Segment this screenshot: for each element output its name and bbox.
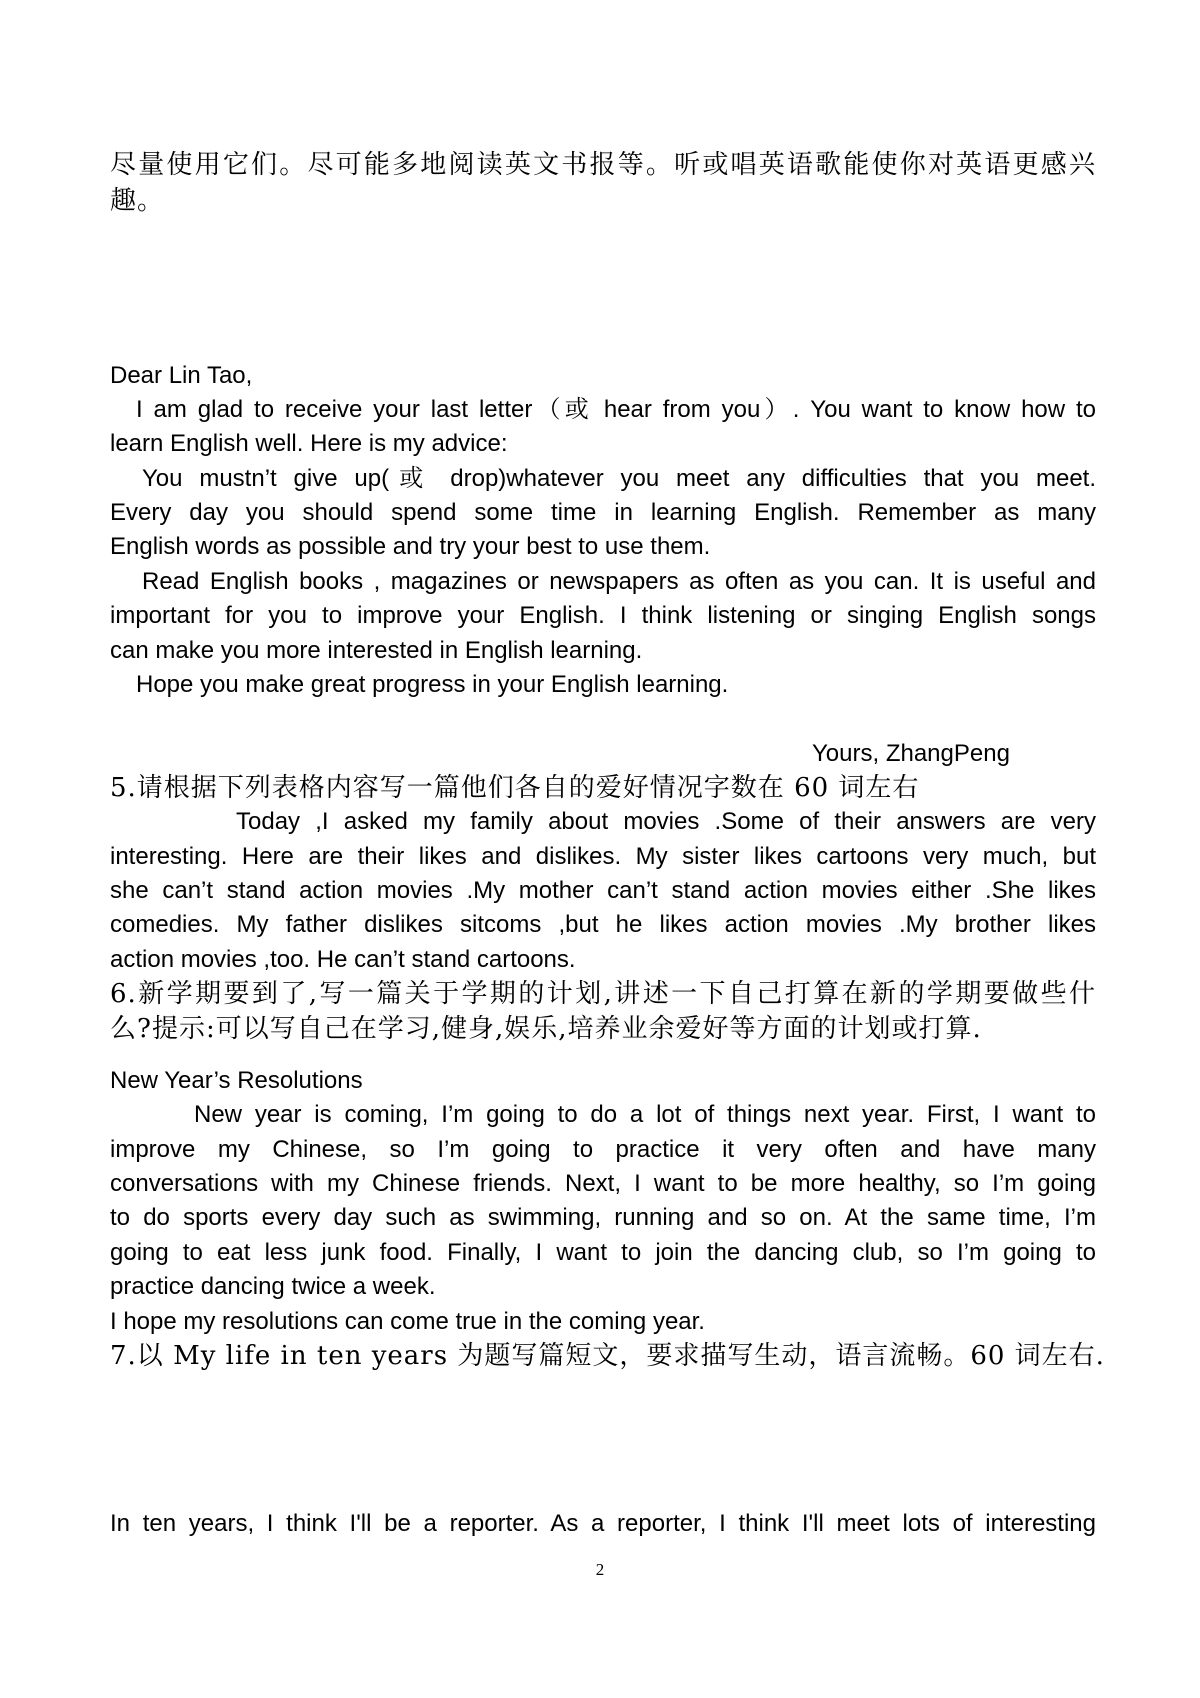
text-line: to do sports every day such as swimming, running and so on. At the same time, I’m [110, 1204, 1096, 1231]
text-line: going to eat less junk food. Finally, I want to join the dancing club, so I’m going to [110, 1239, 1096, 1266]
question-heading: 7.以 My life in ten years 为题写篇短文，要求描写生动，语言流畅。60 词左右. [110, 1341, 1105, 1371]
page-number: 2 [595, 1560, 605, 1579]
text-line: practice dancing twice a week. [110, 1273, 436, 1300]
question-heading: 5.请根据下列表格内容写一篇他们各自的爱好情况字数在 60 词左右 [110, 773, 920, 803]
text-line: I am glad to receive your last letter（或 hear from you）. You want to know how to [136, 396, 1096, 423]
essay-title: New Year’s Resolutions [110, 1067, 363, 1094]
text-line: comedies. My father dislikes sitcoms ,but he likes action movies .My brother likes [110, 911, 1096, 938]
text-line: You mustn’t give up(或 drop)whatever you meet any difficulties that you meet. [142, 465, 1096, 492]
text-line: I hope my resolutions can come true in the coming year. [110, 1308, 705, 1335]
text-line: she can’t stand action movies .My mother can’t stand action movies either .She likes [110, 877, 1096, 904]
text-line: In ten years, I think I'll be a reporter. As a reporter, I think I'll meet lots of interesting [110, 1510, 1096, 1537]
text-line: New year is coming, I’m going to do a lot of things next year. First, I want to [194, 1101, 1096, 1128]
text-line: Every day you should spend some time in learning English. Remember as many [110, 499, 1096, 526]
text-line: interesting. Here are their likes and dislikes. My sister likes cartoons very much, but [110, 843, 1096, 870]
question-heading: 么?提示:可以写自己在学习,健身,娱乐,培养业余爱好等方面的计划或打算. [110, 1014, 982, 1044]
letter-signature: Yours, ZhangPeng [812, 740, 1010, 767]
text-line: learn English well. Here is my advice: [110, 430, 508, 457]
text-line: conversations with my Chinese friends. Next, I want to be more healthy, so I’m going [110, 1170, 1096, 1197]
text-line: Read English books , magazines or newspapers as often as you can. It is useful and [142, 568, 1096, 595]
text-line: action movies ,too. He can’t stand cartoons. [110, 946, 576, 973]
text-line: Hope you make great progress in your English learning. [136, 671, 729, 698]
question-heading: 6.新学期要到了,写一篇关于学期的计划,讲述一下自己打算在新的学期要做些什 [110, 979, 1096, 1009]
text-line: English words as possible and try your best to use them. [110, 533, 711, 560]
letter-salutation: Dear Lin Tao, [110, 362, 253, 389]
text-line: 趣。 [110, 186, 165, 216]
text-line: Today ,I asked my family about movies .Some of their answers are very [236, 808, 1096, 835]
text-line: can make you more interested in English learning. [110, 637, 643, 664]
text-line: 尽量使用它们。尽可能多地阅读英文书报等。听或唱英语歌能使你对英语更感兴 [110, 150, 1096, 180]
text-line: improve my Chinese, so I’m going to practice it very often and have many [110, 1136, 1096, 1163]
text-line: important for you to improve your English. I think listening or singing English songs [110, 602, 1096, 629]
